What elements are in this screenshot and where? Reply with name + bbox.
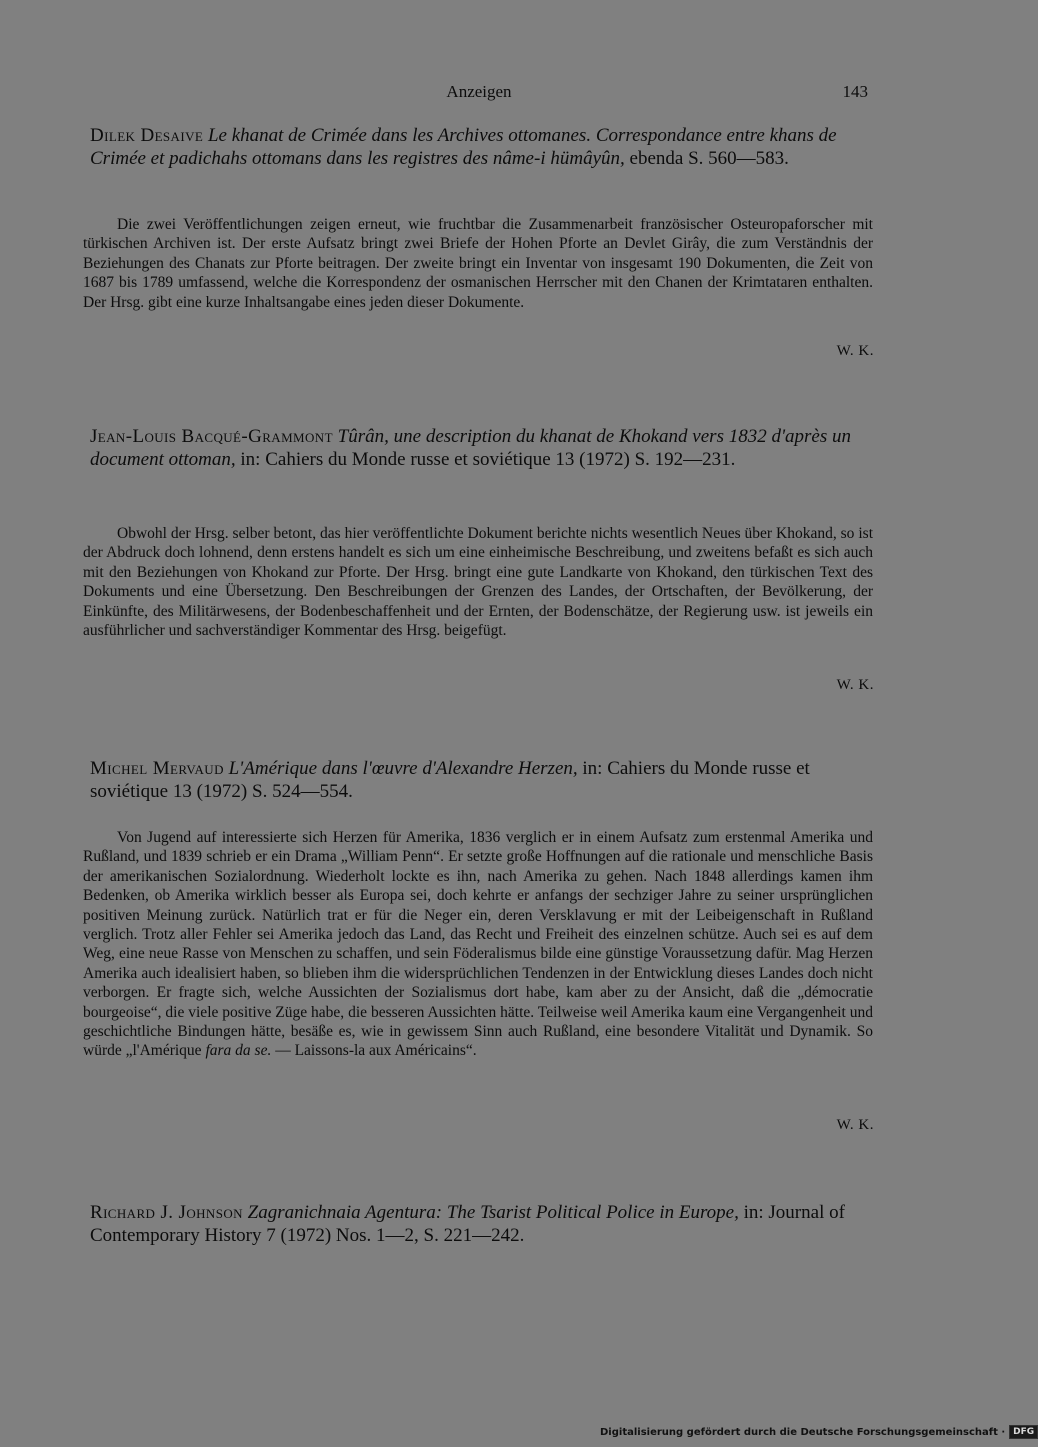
running-header	[90, 82, 868, 108]
page-number: 143	[842, 82, 868, 101]
review-text-end: — Laissons-la aux Américains“.	[271, 1042, 477, 1060]
dfg-logo-icon: DFG	[1009, 1425, 1038, 1439]
review-signature-1: W. K.	[836, 343, 874, 359]
citation-author: Jean-Louis Bacqué-Grammont	[90, 426, 333, 447]
digitization-footer	[600, 1424, 1038, 1440]
citation-title: Tûrân, une description du khanat de Khokand vers 1832 d'après un document ottoman,	[90, 426, 851, 470]
review-signature-2: W. K.	[836, 677, 874, 693]
review-signature-3: W. K.	[836, 1117, 874, 1133]
review-italic-quote: fara da se.	[205, 1042, 272, 1060]
citation-author: Michel Mervaud	[90, 758, 224, 779]
citation-source: in: Cahiers du Monde russe et soviétique 13 (1972) S. 192—231.	[240, 449, 736, 470]
citation-source: in: Journal of Contemporary History 7 (1972) Nos. 1—2, S. 221—242.	[90, 1202, 845, 1246]
citation-1	[90, 124, 872, 170]
citation-source: ebenda S. 560—583.	[629, 148, 789, 169]
citation-author: Dilek Desaive	[90, 125, 204, 146]
header-title: Anzeigen	[446, 82, 512, 101]
footer-text: Digitalisierung gefördert durch die Deutsche Forschungsgemeinschaft ·	[600, 1426, 1006, 1438]
review-1: Die zwei Veröffentlichungen zeigen erneut, wie fruchtbar die Zusammenarbeit französischer Osteuropaforscher mit türkischen Archiven ist. Der erste Aufsatz bringt zwei Briefe der Hohen Pforte an Devlet Girây, die zum Verständnis der Beziehungen des Chanats zur Pforte beitragen. Der zweite bringt ein Inventar von insgesamt 190 Dokumenten, die Zeit von 1687 bis 1789 umfassend, welche die Korrespondenz der osmanischen Herrscher mit den Chanen der Krimtataren enthalten. Der Hrsg. gibt eine kurze Inhaltsangabe eines jeden dieser Dokumente.	[83, 216, 873, 311]
review-3	[83, 828, 873, 1061]
citation-2	[90, 425, 872, 471]
citation-title: Le khanat de Crimée dans les Archives ottomanes. Correspondance entre khans de Crimée et padichahs ottomans dans les registres des nâme-i hümâyûn,	[90, 125, 837, 169]
review-text: Von Jugend auf interessierte sich Herzen für Amerika, 1836 verglich er in einem Aufsatz zum erstenmal Amerika und Rußland, und 1839 schrieb er ein Drama „William Penn“. Er setzte große Hoffnungen auf die rationale und menschliche Basis der amerikanischen Sozialordnung. Wiederholt lockte es ihn, nach Amerika zu gehen. Nach 1848 allerdings kamen ihm Bedenken, ob Amerika wirklich besser als Europa sei, doch kehrte er anfangs der sechziger Jahre zu seiner ursprünglichen positiven Meinung zurück. Natürlich trat er für die Neger ein, deren Versklavung er mit der Leibeigenschaft in Rußland verglich. Trotz aller Fehler sei Amerika jedoch das Land, das Recht und Freiheit des einzelnen schütze. Auch sei es auf dem Weg, eine neue Rasse von Menschen zu schaffen, und sein Föderalismus bilde eine günstige Voraussetzung dafür. Mag Herzen Amerika auch idealisiert haben, so blieben ihm die widersprüchlichen Tendenzen in der Entwicklung dieses Landes doch nicht verborgen. Er fragte sich, welche Aussichten der Sozialismus dort habe, kam aber zu der Ansicht, daß die „démocratie bourgeoise“, die viele positive Züge habe, die besseren Aussichten hätte. Teilweise weil Amerika kaum eine Vergangenheit und geschichtliche Bindungen hätte, besäße es, wie in gewissem Sinn auch Rußland, eine besondere Vitalität und Dynamik. So würde „l'Amérique	[83, 829, 873, 1060]
citation-source: in: Cahiers du Monde russe et soviétique 13 (1972) S. 524—554.	[90, 758, 810, 802]
citation-3	[90, 757, 872, 803]
citation-author: Richard J. Johnson	[90, 1202, 243, 1223]
citation-title: L'Amérique dans l'œuvre d'Alexandre Herzen,	[228, 758, 578, 779]
review-2: Obwohl der Hrsg. selber betont, das hier veröffentlichte Dokument berichte nichts wesentlich Neues über Khokand, so ist der Abdruck doch lohnend, denn erstens handelt es sich um eine einheimische Beschreibung, und zweitens befaßt es sich auch mit den Beziehungen von Khokand zur Pforte. Der Hrsg. bringt eine gute Landkarte von Khokand, den türkischen Text des Dokuments und eine Übersetzung. Den Beschreibungen der Grenzen des Landes, der Ortschaften, der Bevölkerung, der Einkünfte, des Militärwesens, der Bodenbeschaffenheit und der Ernten, der Bodenschätze, der Regierung usw. ist jeweils ein ausführlicher und sachverständiger Kommentar des Hrsg. beigefügt.	[83, 525, 873, 640]
citation-4	[90, 1201, 872, 1247]
citation-title: Zagranichnaia Agentura: The Tsarist Political Police in Europe,	[247, 1202, 739, 1223]
